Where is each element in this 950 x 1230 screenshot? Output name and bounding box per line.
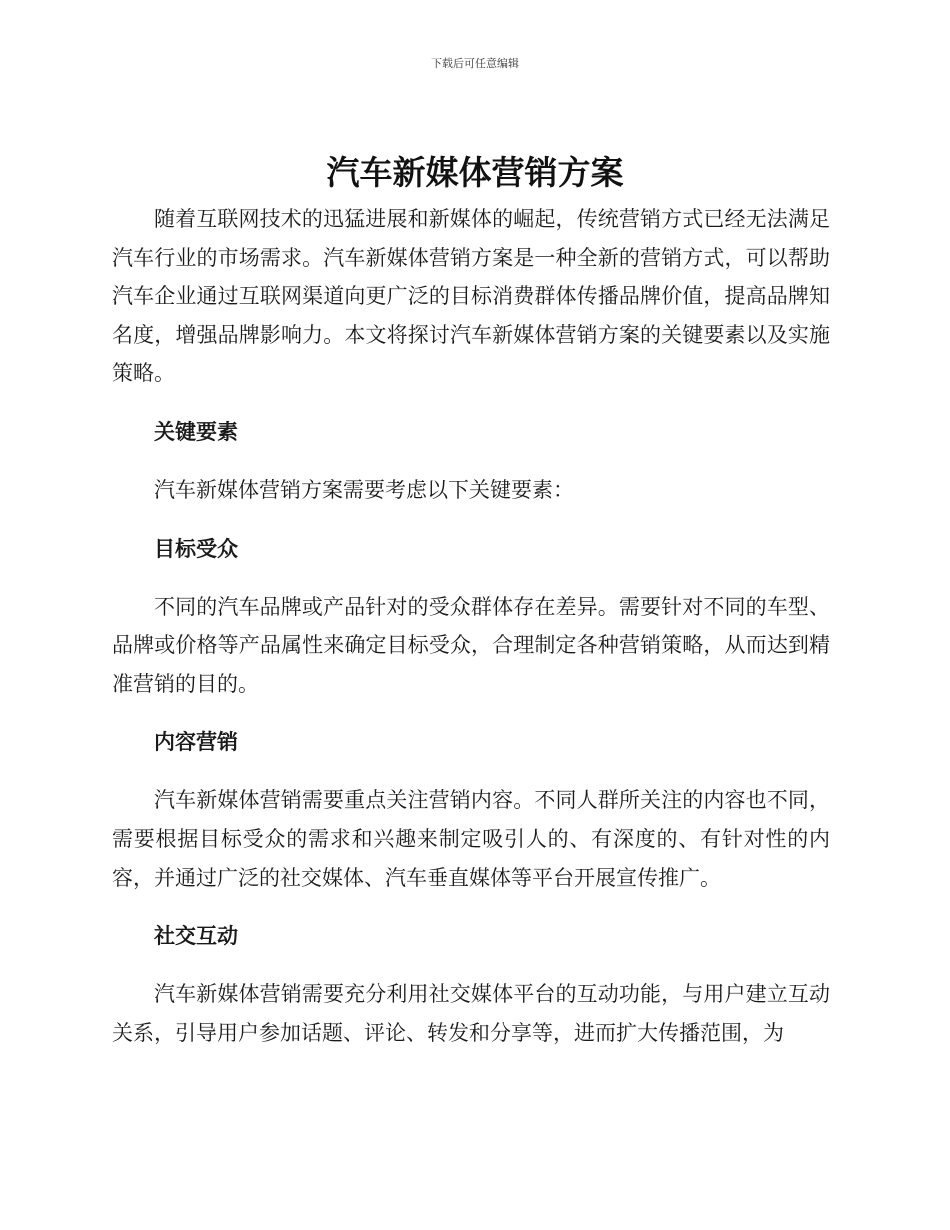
intro-paragraph: 随着互联网技术的迅猛进展和新媒体的崛起，传统营销方式已经无法满足汽车行业的市场需求。汽车新媒体营销方案是一种全新的营销方式，可以帮助汽车企业通过互联网渠道向更广泛的目标消费群体传播品牌价值，提高品牌知名度，增强品牌影响力。本文将探讨汽车新媒体营销方案的关键要素以及实施策略。 (112, 207, 830, 386)
section-paragraph-social-interaction: 汽车新媒体营销需要充分利用社交媒体平台的互动功能，与用户建立互动关系，引导用户参加话题、评论、转发和分享等，进而扩大传播范围，为 (112, 982, 830, 1045)
section-paragraph-key-elements: 汽车新媒体营销方案需要考虑以下关键要素： (154, 477, 574, 502)
section-heading-target-audience: 目标受众 (154, 536, 238, 561)
section-paragraph-target-audience: 不同的汽车品牌或产品针对的受众群体存在差异。需要针对不同的车型、品牌或价格等产品属性来确定目标受众，合理制定各种营销策略，从而达到精准营销的目的。 (112, 594, 830, 696)
section-heading-social-interaction: 社交互动 (154, 924, 238, 949)
document-body (112, 200, 830, 1052)
page-header-note: 下载后可任意编辑 (431, 57, 519, 70)
document-title: 汽车新媒体营销方案 (326, 153, 624, 192)
section-paragraph-content-marketing: 汽车新媒体营销需要重点关注营销内容。不同人群所关注的内容也不同，需要根据目标受众的需求和兴趣来制定吸引人的、有深度的、有针对性的内容，并通过广泛的社交媒体、汽车垂直媒体等平台开展宣传推广。 (112, 788, 830, 890)
section-heading-key-elements: 关键要素 (154, 419, 238, 444)
section-heading-content-marketing: 内容营销 (154, 730, 238, 755)
